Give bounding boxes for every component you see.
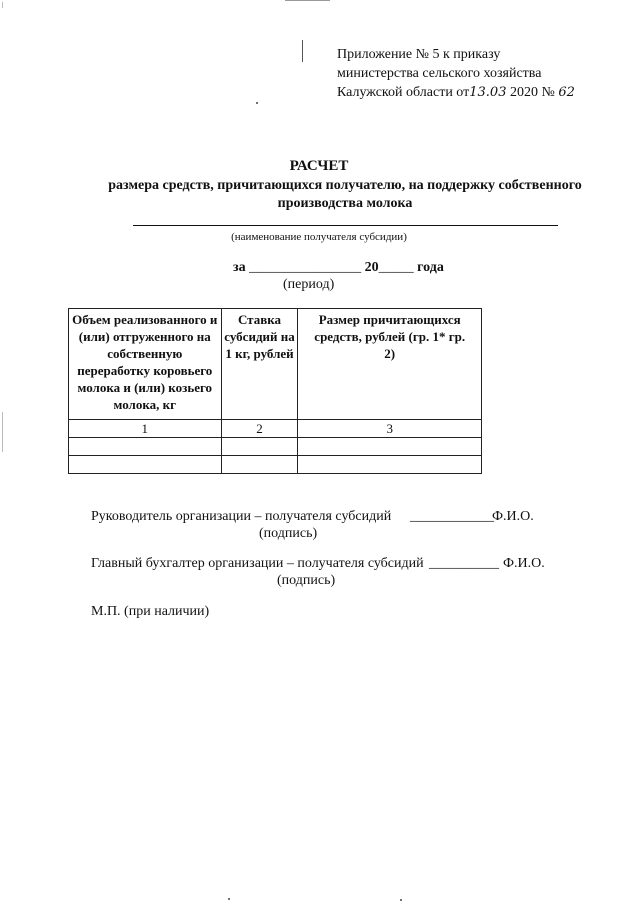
scan-dot (400, 899, 402, 901)
document-subtitle (85, 177, 605, 213)
table-cell (69, 456, 222, 474)
table-cell (221, 456, 298, 474)
period-year-blank: _____ (378, 260, 414, 275)
header-volume: Объем реализованного и (или) отгруженного на собственную переработку коровьего молока и (или) козьего молока, кг (69, 309, 222, 420)
head-signature-blank: ____________ (410, 509, 494, 524)
head-signature-label: Руководитель организации – получателя субсидий (91, 509, 392, 524)
scan-edge-mark (2, 2, 3, 8)
table-cell (298, 438, 482, 456)
table-row (69, 438, 482, 456)
calculation-table (68, 308, 482, 474)
top-scan-mark (285, 0, 330, 1)
scan-dot (256, 102, 258, 104)
appendix-line-2: министерства сельского хозяйства (337, 66, 542, 81)
scan-dot (228, 898, 230, 900)
appendix-line-3 (337, 83, 575, 102)
accountant-signature-blank: __________ (429, 556, 499, 571)
table-cell (298, 456, 482, 474)
column-number-3: 3 (298, 420, 482, 438)
period-row (233, 260, 444, 276)
recipient-caption: (наименование получателя субсидии) (231, 231, 407, 243)
table-header-row (69, 309, 482, 420)
subtitle-line-1: размера средств, причитающихся получателю, на поддержку собственного (108, 178, 582, 193)
appendix-line-1: Приложение № 5 к приказу (337, 47, 501, 62)
handwritten-date: 13.03 (469, 85, 507, 100)
period-year-prefix: 20 (364, 260, 379, 275)
recipient-name-line (133, 225, 558, 226)
margin-bar (302, 40, 303, 62)
period-suffix: года (417, 260, 444, 275)
subtitle-line-2: производства молока (277, 196, 413, 211)
table-row (69, 456, 482, 474)
table-cell (221, 438, 298, 456)
accountant-signature-caption: (подпись) (277, 573, 336, 588)
header-amount: Размер причитающихся средств, рублей (гр. 1* гр. 2) (298, 309, 482, 420)
stamp-place: М.П. (при наличии) (91, 604, 210, 619)
period-blank: ________________ (249, 260, 362, 275)
period-prefix: за (233, 260, 246, 275)
header-rate: Ставка субсидий на 1 кг, рублей (221, 309, 298, 420)
table-cell (69, 438, 222, 456)
scan-edge-mark (2, 412, 3, 452)
appendix-year: 2020 № (506, 85, 559, 100)
period-caption: (период) (283, 277, 335, 292)
column-number-1: 1 (69, 420, 222, 438)
column-number-2: 2 (221, 420, 298, 438)
head-fio: Ф.И.О. (492, 509, 534, 524)
accountant-signature-label: Главный бухгалтер организации – получателя субсидий (91, 556, 424, 571)
table-number-row (69, 420, 482, 438)
document-title: РАСЧЕТ (289, 158, 349, 174)
accountant-fio: Ф.И.О. (503, 556, 545, 571)
head-signature-caption: (подпись) (259, 526, 318, 541)
appendix-header (337, 45, 575, 102)
handwritten-order-number: 62 (558, 85, 575, 100)
appendix-line-3-prefix: Калужской области от (337, 85, 470, 100)
